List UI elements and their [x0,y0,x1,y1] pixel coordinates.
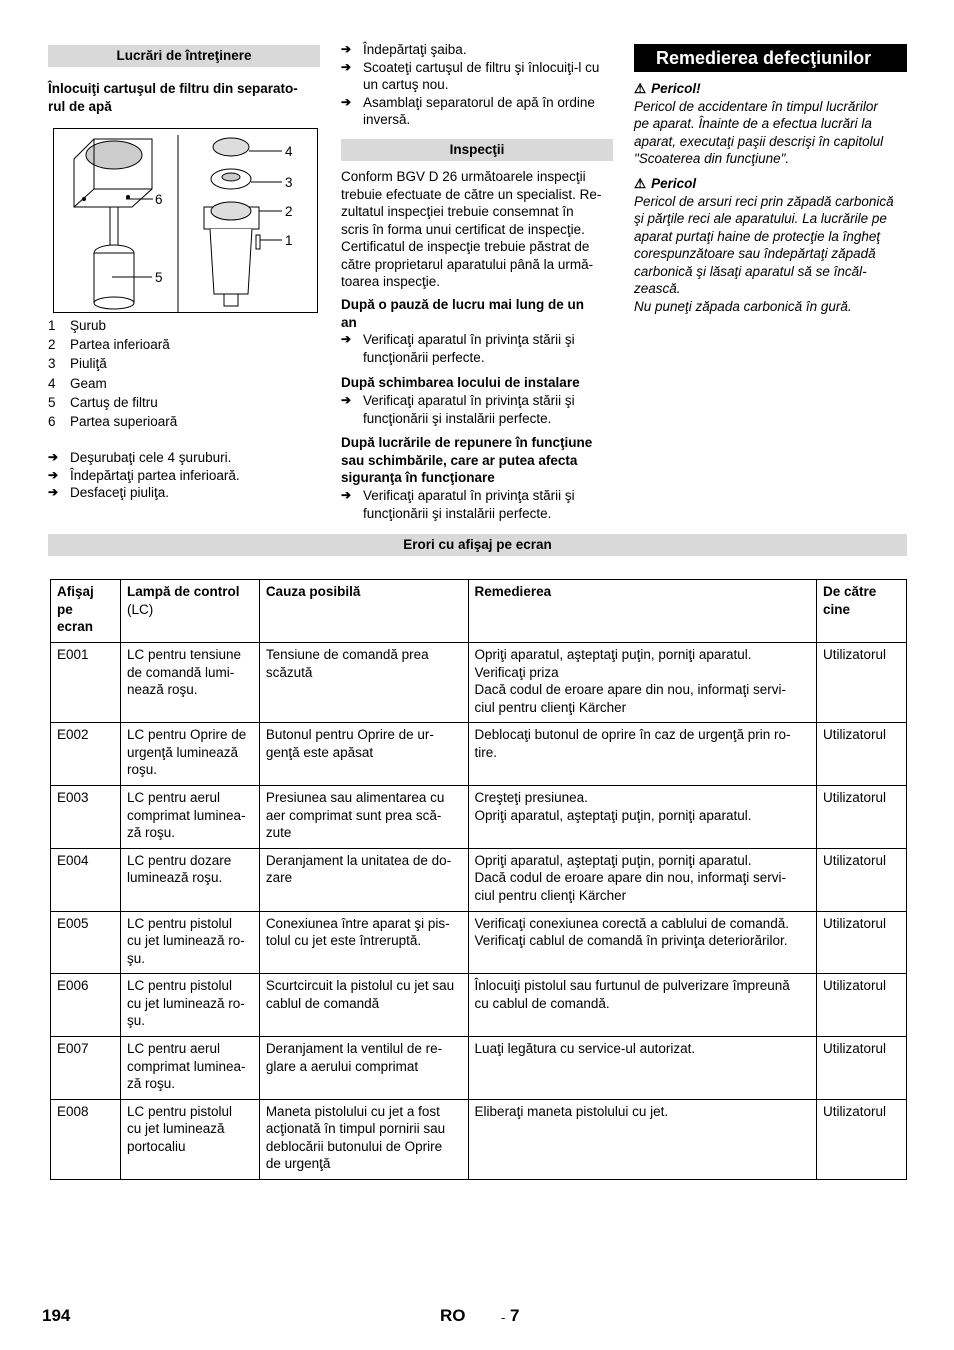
error-table [50,579,907,1180]
cell-lamp: LC pentru pistolul cu jet luminează portocaliu [120,1099,259,1179]
cell-cause: Conexiunea între aparat şi pis- tolul cu jet este întreruptă. [259,911,468,974]
cell-code: E004 [51,848,121,911]
step-item: ➔ Îndepărtaţi partea inferioară. [48,467,240,483]
cell-who: Utilizatorul [817,643,907,723]
cell-cause: Presiunea sau alimentarea cu aer comprimat sunt prea scă- zute [259,786,468,849]
table-row [51,643,907,723]
cell-remedy: Creşteţi presiunea. Opriţi aparatul, aşteptaţi puţin, porniţi aparatul. [468,786,816,849]
callout-5: 5 [155,270,163,285]
cell-lamp: LC pentru pistolul cu jet luminează ro- şu. [120,911,259,974]
callout-4: 4 [285,144,293,159]
header-remedy: Remedierea [468,580,816,643]
cell-cause: Deranjament la unitatea de do- zare [259,848,468,911]
table-row [51,723,907,786]
callout-3: 3 [285,175,293,190]
step-pause: ➔ Verificaţi aparatul în privinţa stării şi funcţionării perfecte. [341,332,575,365]
callout-6: 6 [155,192,163,207]
arrow-icon: ➔ [341,94,352,109]
arrow-icon: ➔ [48,450,59,464]
cell-code: E007 [51,1037,121,1100]
warning-icon: ⚠ [634,176,647,191]
table-row [51,848,907,911]
cell-cause: Butonul pentru Oprire de ur- genţă este apăsat [259,723,468,786]
step-item: ➔ Deşurubaţi cele 4 şuruburi. [48,450,232,465]
arrow-icon: ➔ [341,42,352,56]
cell-lamp: LC pentru aerul comprimat luminea- ză roşu. [120,786,259,849]
cell-lamp: LC pentru pistolul cu jet luminează ro- şu. [120,974,259,1037]
cell-lamp: LC pentru aerul comprimat luminea- ză roşu. [120,1037,259,1100]
cell-code: E003 [51,786,121,849]
cell-lamp: LC pentru Oprire de urgenţă luminează roşu. [120,723,259,786]
table-row [51,786,907,849]
warning-icon: ⚠ [634,81,647,96]
cell-remedy: Eliberaţi maneta pistolului cu jet. [468,1099,816,1179]
warning-accident: ⚠ Pericol! Pericol de accidentare în timpul lucrărilor pe aparat. Înainte de a efectua lucrări la aparat, executaţi paşii descrişi în capitolul "Scoaterea din funcţiune". [634,81,884,166]
step-item: ➔ Asamblaţi separatorul de apă în ordine inversă. [341,94,595,127]
header-lamp: Lampă de control (LC) [120,580,259,643]
header-cause: Cauza posibilă [259,580,468,643]
page-number: 194 [42,1306,71,1325]
table-row [51,1099,907,1179]
cell-lamp: LC pentru dozare luminează roşu. [120,848,259,911]
table-header-row [51,580,907,643]
footer-dash: - [501,1310,506,1325]
cell-remedy: Opriţi aparatul, aşteptaţi puţin, porniţi aparatul. Dacă codul de eroare apare din nou, informaţi servi- ciul pentru clienţi Kärcher [468,848,816,911]
subsection-title-filter: Înlocuiţi cartuşul de filtru din separato- rul de apă [48,81,298,114]
figure-legend [48,316,318,431]
header-display: Afişaj pe ecran [51,580,121,643]
legend-item: 2 Partea inferioară [48,337,170,353]
sub-page-number: 7 [510,1306,520,1325]
section-title-maintenance: Lucrări de întreţinere [48,45,320,67]
language-code: RO [440,1306,466,1325]
legend-item: 3 Piuliţă [48,356,107,372]
step-relocation: ➔ Verificaţi aparatul în privinţa stării şi funcţionării şi instalării perfecte. [341,393,575,426]
table-row [51,974,907,1037]
step-item: ➔ Desfaceţi piuliţa. [48,485,170,500]
cell-code: E005 [51,911,121,974]
arrow-icon: ➔ [341,59,352,74]
legend-item: 4 Geam [48,375,107,391]
cell-who: Utilizatorul [817,1037,907,1100]
header-who: De către cine [817,580,907,643]
cell-who: Utilizatorul [817,911,907,974]
cell-remedy: Luaţi legătura cu service-ul autorizat. [468,1037,816,1100]
arrow-icon: ➔ [341,488,352,502]
cell-who: Utilizatorul [817,1099,907,1179]
cell-remedy: Înlocuiţi pistolul sau furtunul de pulverizare împreună cu cablul de comandă. [468,974,816,1037]
table-row [51,1037,907,1100]
heading-relocation: După schimbarea locului de instalare [341,375,580,390]
left-steps [48,449,323,502]
cell-who: Utilizatorul [817,786,907,849]
cell-cause: Scurtcircuit la pistolul cu jet sau cablul de comandă [259,974,468,1037]
cell-who: Utilizatorul [817,974,907,1037]
callout-1: 1 [285,233,293,248]
heading-pause: După o pauză de lucru mai lung de un an [341,297,585,330]
cell-code: E006 [51,974,121,1037]
section-title-inspection: Inspecţii [341,139,613,161]
filter-diagram [53,128,318,313]
cell-code: E002 [51,723,121,786]
cell-cause: Deranjament la ventilul de re- glare a aerului comprimat [259,1037,468,1100]
cell-code: E008 [51,1099,121,1179]
heading-recommissioning: După lucrările de repunere în funcţiune sau schimbările, care ar putea afecta siguranţa în funcţionare [341,435,593,485]
legend-item: 5 Cartuş de filtru [48,394,158,410]
cell-remedy: Verificaţi conexiunea corectă a cablului de comandă. Verificaţi cablul de comandă în privinţa deteriorărilor. [468,911,816,974]
cell-cause: Maneta pistolului cu jet a fost acţionată în timpul pornirii sau deblocării butonului de Oprire de urgenţă [259,1099,468,1179]
arrow-icon: ➔ [341,393,352,407]
middle-steps [341,41,616,129]
step-item: ➔ Îndepărtaţi şaiba. [341,42,467,57]
arrow-icon: ➔ [48,485,59,499]
warning-cold-burns: ⚠ Pericol Pericol de arsuri reci prin zăpadă carbonică şi părţile reci ale aparatului. La lucrările pe aparat purtaţi haine de protecţie la îngheţ corespunzătoare sau îndepărtaţi zăpadă carbonică şi lăsaţi aparatul să se încăl- zească. Nu puneţi zăpada carbonică în gură. [634,176,894,314]
cell-code: E001 [51,643,121,723]
cell-cause: Tensiune de comandă prea scăzută [259,643,468,723]
inspection-text: Conform BGV D 26 următoarele inspecţii trebuie efectuate de către un specialist. Re- zultatul inspecţiei trebuie consemnat în scris în forma unui certificat de inspecţie. Certificatul de inspecţie trebuie păstrat de către proprietarul aparatului până la urmă- toarea inspecţie. [341,169,602,289]
step-recommissioning: ➔ Verificaţi aparatul în privinţa stării şi funcţionării şi instalării perfecte. [341,488,575,521]
table-row [51,911,907,974]
section-title-troubleshooting: Remedierea defecţiunilor [634,44,907,72]
legend-item: 1 Şurub [48,318,107,333]
arrow-icon: ➔ [48,467,59,482]
section-title-errors: Erori cu afişaj pe ecran [48,534,907,556]
cell-remedy: Deblocaţi butonul de oprire în caz de urgenţă prin ro- tire. [468,723,816,786]
cell-lamp: LC pentru tensiune de comandă lumi- nează roşu. [120,643,259,723]
legend-item: 6 Partea superioară [48,413,178,429]
arrow-icon: ➔ [341,332,352,346]
cell-who: Utilizatorul [817,723,907,786]
cell-remedy: Opriţi aparatul, aşteptaţi puţin, porniţi aparatul. Verificaţi priza Dacă codul de eroare apare din nou, informaţi servi- ciul pentru clienţi Kärcher [468,643,816,723]
cell-who: Utilizatorul [817,848,907,911]
step-item: ➔ Scoateţi cartuşul de filtru şi înlocuiţi-l cu un cartuş nou. [341,59,600,92]
callout-2: 2 [285,204,293,219]
